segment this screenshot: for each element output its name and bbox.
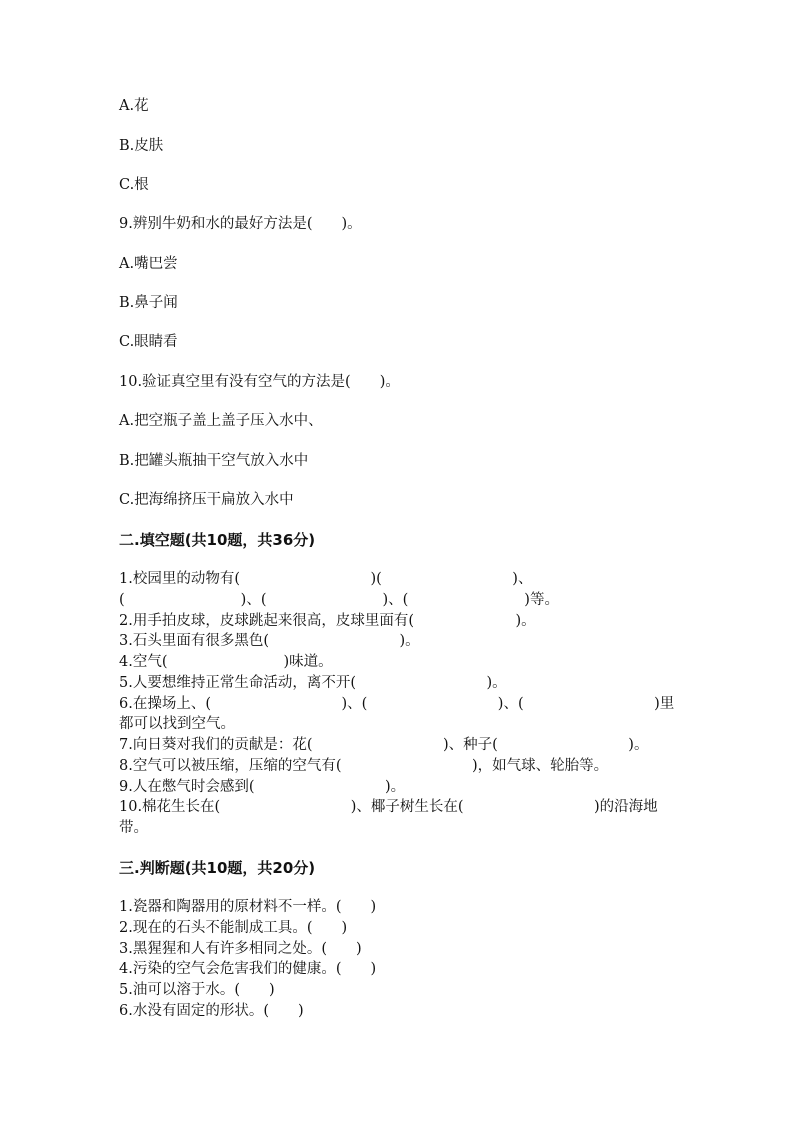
judge-q3: 3.黑猩猩和人有许多相同之处。( ) xyxy=(119,941,362,957)
q9-stem: 9.辨别牛奶和水的最好方法是( )。 xyxy=(119,216,362,232)
q8-option-a: A.花 xyxy=(119,98,149,114)
fill-q8: 8.空气可以被压缩，压缩的空气有( )，如气球、轮胎等。 xyxy=(119,758,609,774)
fill-q10-line2: 带。 xyxy=(119,820,148,836)
q8-option-c: C.根 xyxy=(119,177,149,193)
fill-q1-line1: 1.校园里的动物有( )( )、 xyxy=(119,571,533,587)
q9-option-c: C.眼睛看 xyxy=(119,334,178,350)
judge-q5: 5.油可以溶于水。( ) xyxy=(119,982,275,998)
q10-stem: 10.验证真空里有没有空气的方法是( )。 xyxy=(119,374,400,390)
judge-q2: 2.现在的石头不能制成工具。( ) xyxy=(119,920,348,936)
fill-section-heading: 二.填空题(共10题，共36分) xyxy=(119,531,316,549)
judge-q1: 1.瓷器和陶器用的原材料不一样。( ) xyxy=(119,899,377,915)
q9-option-b: B.鼻子闻 xyxy=(119,295,178,311)
fill-q2: 2.用手拍皮球，皮球跳起来很高，皮球里面有( )。 xyxy=(119,613,536,629)
q8-option-b: B.皮肤 xyxy=(119,138,164,154)
q10-option-a: A.把空瓶子盖上盖子压入水中、 xyxy=(119,413,323,429)
fill-q3: 3.石头里面有很多黑色( )。 xyxy=(119,633,420,649)
fill-q1-line2: ( )、( )、( )等。 xyxy=(119,592,559,608)
q10-option-c: C.把海绵挤压干扁放入水中 xyxy=(119,492,294,508)
fill-q6-line1: 6.在操场上、( )、( )、( )里 xyxy=(119,696,675,712)
fill-q10-line1: 10.棉花生长在( )、椰子树生长在( )的沿海地 xyxy=(119,799,658,815)
q9-option-a: A.嘴巴尝 xyxy=(119,256,178,272)
judge-q6: 6.水没有固定的形状。( ) xyxy=(119,1003,304,1019)
fill-q7: 7.向日葵对我们的贡献是：花( )、种子( )。 xyxy=(119,737,649,753)
fill-q6-line2: 都可以找到空气。 xyxy=(119,716,235,732)
fill-q4: 4.空气( )味道。 xyxy=(119,654,333,670)
fill-q9: 9.人在憋气时会感到( )。 xyxy=(119,779,406,795)
q10-option-b: B.把罐头瓶抽干空气放入水中 xyxy=(119,453,309,469)
judge-section-heading: 三.判断题(共10题，共20分) xyxy=(119,859,316,877)
judge-q4: 4.污染的空气会危害我们的健康。( ) xyxy=(119,961,377,977)
fill-q5: 5.人要想维持正常生命活动，离不开( )。 xyxy=(119,675,507,691)
